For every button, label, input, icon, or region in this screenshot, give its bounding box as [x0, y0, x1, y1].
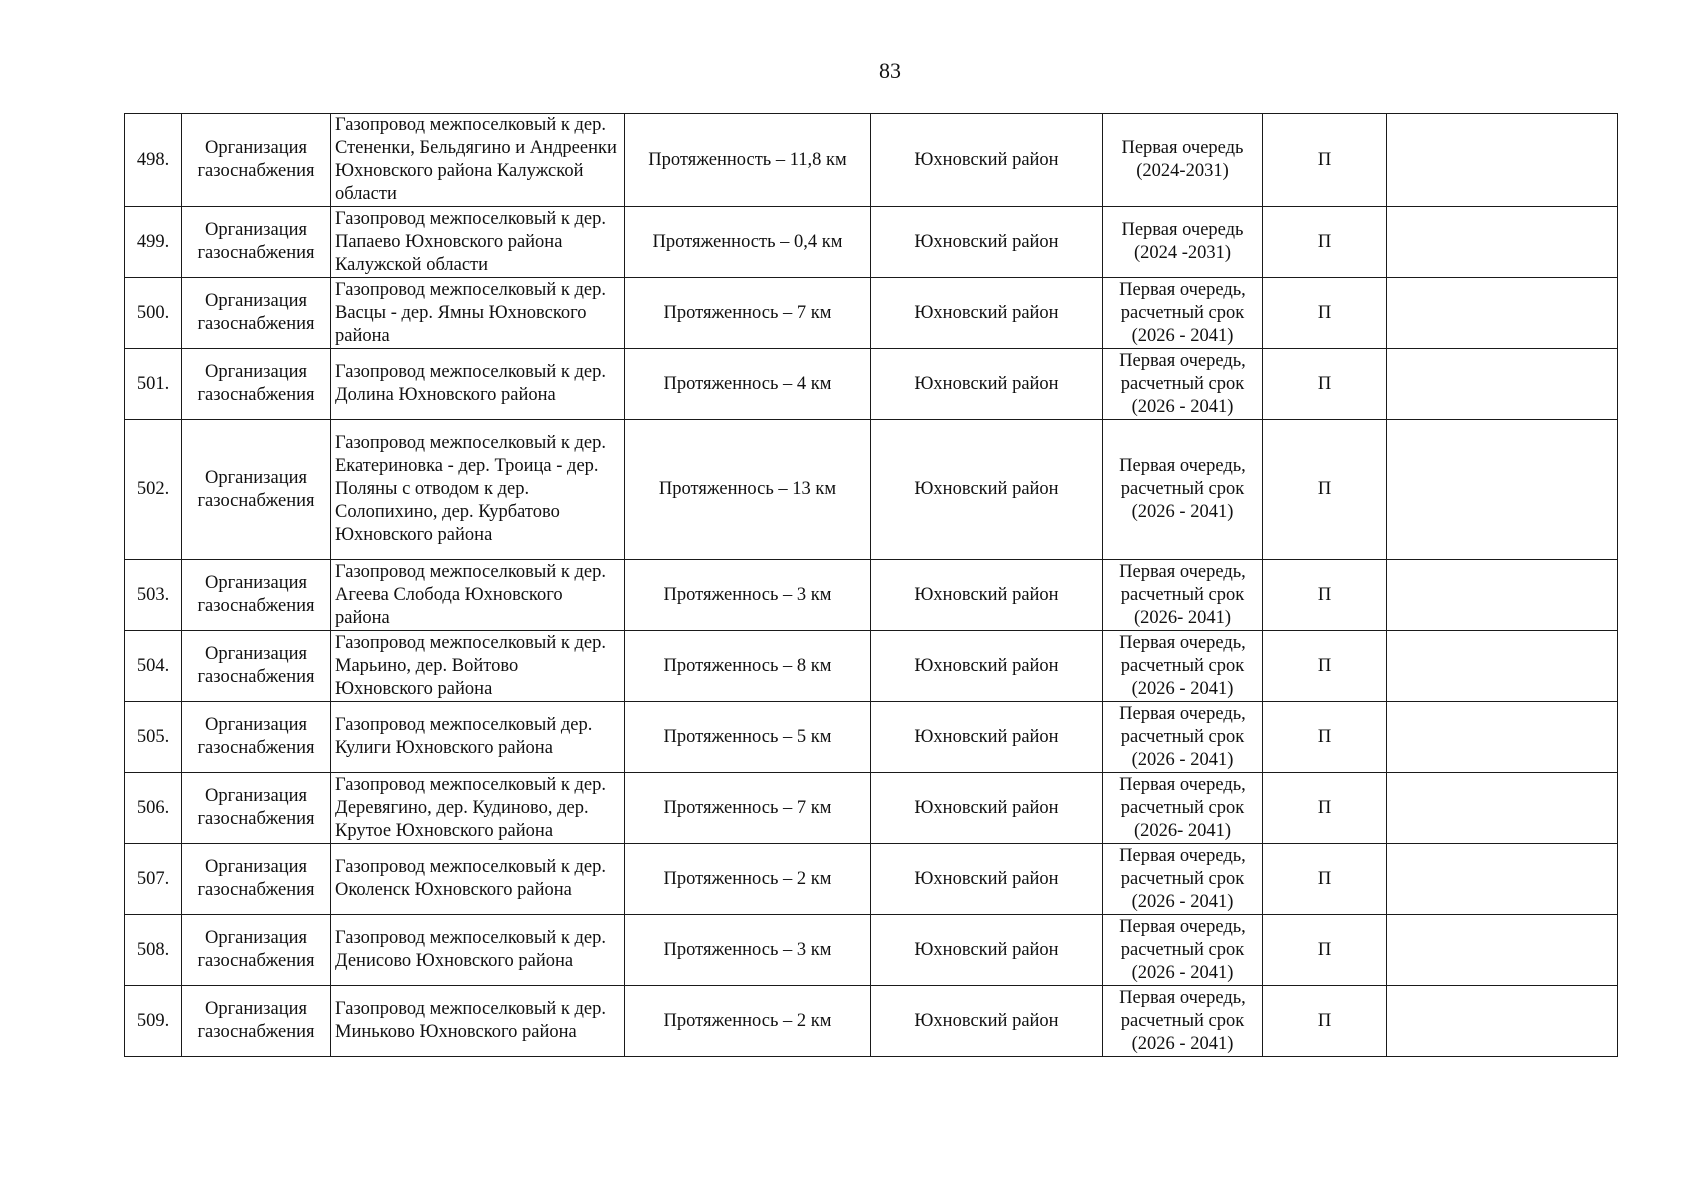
implementation-stage-cell: Первая очередь, расчетный срок (2026 - 2041)	[1103, 349, 1263, 420]
table-row	[125, 702, 1618, 773]
object-parameter-cell: Протяженнось – 5 км	[625, 702, 871, 773]
object-name-cell: Газопровод межпоселковый к дер. Папаево Юхновского района Калужской области	[331, 207, 625, 278]
row-number-cell: 507.	[125, 844, 182, 915]
object-status-cell: П	[1263, 915, 1387, 986]
implementation-stage-cell: Первая очередь, расчетный срок (2026 - 2041)	[1103, 420, 1263, 560]
object-status-cell: П	[1263, 560, 1387, 631]
object-location-cell: Юхновский район	[871, 114, 1103, 207]
implementation-stage-cell: Первая очередь, расчетный срок (2026- 2041)	[1103, 560, 1263, 631]
object-type-cell: Организация газоснабжения	[182, 773, 331, 844]
table-row	[125, 207, 1618, 278]
row-number-cell: 504.	[125, 631, 182, 702]
object-parameter-cell: Протяженнось – 4 км	[625, 349, 871, 420]
object-location-cell: Юхновский район	[871, 207, 1103, 278]
object-status-cell: П	[1263, 844, 1387, 915]
table-row	[125, 278, 1618, 349]
object-type-cell: Организация газоснабжения	[182, 915, 331, 986]
implementation-stage-cell: Первая очередь, расчетный срок (2026 - 2041)	[1103, 702, 1263, 773]
object-location-cell: Юхновский район	[871, 773, 1103, 844]
object-parameter-cell: Протяженность – 0,4 км	[625, 207, 871, 278]
empty-cell	[1387, 773, 1618, 844]
object-name-cell: Газопровод межпоселковый к дер. Екатериновка - дер. Троица - дер. Поляны с отводом к дер. Солопихино, дер. Курбатово Юхновского района	[331, 420, 625, 560]
object-name-cell: Газопровод межпоселковый к дер. Деревягино, дер. Кудиново, дер. Крутое Юхновского района	[331, 773, 625, 844]
page-number: 83	[879, 58, 901, 83]
table-body	[125, 114, 1618, 1057]
object-status-cell: П	[1263, 278, 1387, 349]
implementation-stage-cell: Первая очередь (2024-2031)	[1103, 114, 1263, 207]
object-status-cell: П	[1263, 631, 1387, 702]
object-status-cell: П	[1263, 773, 1387, 844]
object-location-cell: Юхновский район	[871, 986, 1103, 1057]
object-status-cell: П	[1263, 702, 1387, 773]
object-type-cell: Организация газоснабжения	[182, 349, 331, 420]
object-parameter-cell: Протяженнось – 7 км	[625, 278, 871, 349]
object-location-cell: Юхновский район	[871, 420, 1103, 560]
object-type-cell: Организация газоснабжения	[182, 278, 331, 349]
object-name-cell: Газопровод межпоселковый к дер. Агеева Слобода Юхновского района	[331, 560, 625, 631]
row-number-cell: 501.	[125, 349, 182, 420]
object-type-cell: Организация газоснабжения	[182, 631, 331, 702]
object-type-cell: Организация газоснабжения	[182, 114, 331, 207]
object-type-cell: Организация газоснабжения	[182, 844, 331, 915]
object-name-cell: Газопровод межпоселковый к дер. Миньково Юхновского района	[331, 986, 625, 1057]
table-row	[125, 114, 1618, 207]
object-status-cell: П	[1263, 349, 1387, 420]
object-status-cell: П	[1263, 986, 1387, 1057]
object-type-cell: Организация газоснабжения	[182, 702, 331, 773]
table-row	[125, 560, 1618, 631]
row-number-cell: 498.	[125, 114, 182, 207]
implementation-stage-cell: Первая очередь, расчетный срок (2026 - 2041)	[1103, 986, 1263, 1057]
row-number-cell: 509.	[125, 986, 182, 1057]
object-location-cell: Юхновский район	[871, 702, 1103, 773]
empty-cell	[1387, 702, 1618, 773]
object-name-cell: Газопровод межпоселковый к дер. Околенск Юхновского района	[331, 844, 625, 915]
object-parameter-cell: Протяженнось – 2 км	[625, 844, 871, 915]
empty-cell	[1387, 420, 1618, 560]
table-row	[125, 631, 1618, 702]
object-type-cell: Организация газоснабжения	[182, 560, 331, 631]
object-status-cell: П	[1263, 207, 1387, 278]
implementation-stage-cell: Первая очередь, расчетный срок (2026- 2041)	[1103, 773, 1263, 844]
implementation-stage-cell: Первая очередь, расчетный срок (2026 - 2041)	[1103, 631, 1263, 702]
row-number-cell: 502.	[125, 420, 182, 560]
row-number-cell: 508.	[125, 915, 182, 986]
implementation-stage-cell: Первая очередь, расчетный срок (2026 - 2041)	[1103, 915, 1263, 986]
row-number-cell: 505.	[125, 702, 182, 773]
object-name-cell: Газопровод межпоселковый к дер. Васцы - дер. Ямны Юхновского района	[331, 278, 625, 349]
object-name-cell: Газопровод межпоселковый к дер. Денисово Юхновского района	[331, 915, 625, 986]
object-name-cell: Газопровод межпоселковый к дер. Марьино, дер. Войтово Юхновского района	[331, 631, 625, 702]
object-location-cell: Юхновский район	[871, 844, 1103, 915]
object-type-cell: Организация газоснабжения	[182, 420, 331, 560]
object-type-cell: Организация газоснабжения	[182, 986, 331, 1057]
empty-cell	[1387, 631, 1618, 702]
object-type-cell: Организация газоснабжения	[182, 207, 331, 278]
object-location-cell: Юхновский район	[871, 349, 1103, 420]
object-parameter-cell: Протяженнось – 3 км	[625, 560, 871, 631]
object-name-cell: Газопровод межпоселковый дер. Кулиги Юхновского района	[331, 702, 625, 773]
object-parameter-cell: Протяженнось – 13 км	[625, 420, 871, 560]
table-row	[125, 986, 1618, 1057]
object-parameter-cell: Протяженнось – 3 км	[625, 915, 871, 986]
table-row	[125, 349, 1618, 420]
table-row	[125, 773, 1618, 844]
row-number-cell: 499.	[125, 207, 182, 278]
empty-cell	[1387, 915, 1618, 986]
object-location-cell: Юхновский район	[871, 560, 1103, 631]
object-name-cell: Газопровод межпоселковый к дер. Долина Юхновского района	[331, 349, 625, 420]
object-parameter-cell: Протяженность – 11,8 км	[625, 114, 871, 207]
object-status-cell: П	[1263, 420, 1387, 560]
object-location-cell: Юхновский район	[871, 278, 1103, 349]
object-parameter-cell: Протяженнось – 8 км	[625, 631, 871, 702]
object-name-cell: Газопровод межпоселковый к дер. Стененки, Бельдягино и Андреенки Юхновского района Калужской области	[331, 114, 625, 207]
empty-cell	[1387, 349, 1618, 420]
implementation-stage-cell: Первая очередь, расчетный срок (2026 - 2041)	[1103, 278, 1263, 349]
table-row	[125, 915, 1618, 986]
object-parameter-cell: Протяженнось – 7 км	[625, 773, 871, 844]
empty-cell	[1387, 844, 1618, 915]
empty-cell	[1387, 986, 1618, 1057]
table-row	[125, 420, 1618, 560]
object-location-cell: Юхновский район	[871, 631, 1103, 702]
implementation-stage-cell: Первая очередь, расчетный срок (2026 - 2041)	[1103, 844, 1263, 915]
object-parameter-cell: Протяженнось – 2 км	[625, 986, 871, 1057]
implementation-stage-cell: Первая очередь (2024 -2031)	[1103, 207, 1263, 278]
empty-cell	[1387, 114, 1618, 207]
empty-cell	[1387, 560, 1618, 631]
empty-cell	[1387, 207, 1618, 278]
empty-cell	[1387, 278, 1618, 349]
row-number-cell: 506.	[125, 773, 182, 844]
table-row	[125, 844, 1618, 915]
infrastructure-table	[124, 113, 1618, 1057]
row-number-cell: 503.	[125, 560, 182, 631]
object-status-cell: П	[1263, 114, 1387, 207]
row-number-cell: 500.	[125, 278, 182, 349]
object-location-cell: Юхновский район	[871, 915, 1103, 986]
